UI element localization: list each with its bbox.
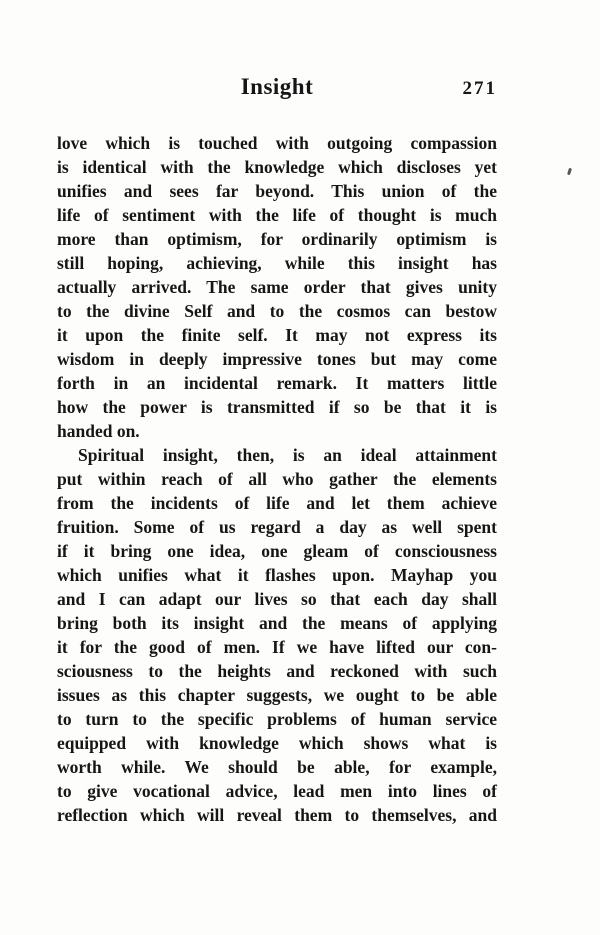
text-line: fruition. Some of us regard a day as well spent	[57, 517, 497, 537]
page-number: 271	[462, 78, 497, 99]
text-line: to the divine Self and to the cosmos can bestow	[57, 301, 497, 321]
text-line: is identical with the knowledge which discloses yet	[57, 157, 497, 177]
body-text	[57, 131, 497, 827]
text-line: reflection which will reveal them to themselves, and	[57, 805, 497, 825]
text-line: life of sentiment with the life of thought is much	[57, 205, 497, 225]
text-line: and I can adapt our lives so that each day shall	[57, 589, 497, 609]
page-header	[57, 74, 497, 104]
text-line: issues as this chapter suggests, we ought to be able	[57, 685, 497, 705]
ink-speck-artifact	[567, 168, 572, 176]
text-line: it for the good of men. If we have lifted our con-	[57, 637, 497, 657]
running-title: Insight	[240, 74, 314, 99]
text-line: if it bring one idea, one gleam of consciousness	[57, 541, 497, 561]
text-line: more than optimism, for ordinarily optimism is	[57, 229, 497, 249]
text-line: worth while. We should be able, for example,	[57, 757, 497, 777]
text-line: bring both its insight and the means of applying	[57, 613, 497, 633]
text-line: how the power is transmitted if so be that it is	[57, 397, 497, 417]
text-line: actually arrived. The same order that gives unity	[57, 277, 497, 297]
text-line: forth in an incidental remark. It matters little	[57, 373, 497, 393]
text-line: which unifies what it flashes upon. Mayhap you	[57, 565, 497, 585]
text-line: put within reach of all who gather the elements	[57, 469, 497, 489]
text-line-paragraph-end: handed on.	[57, 421, 140, 441]
text-line: equipped with knowledge which shows what is	[57, 733, 497, 753]
text-line: wisdom in deeply impressive tones but may come	[57, 349, 497, 369]
text-line: from the incidents of life and let them achieve	[57, 493, 497, 513]
text-line: it upon the finite self. It may not express its	[57, 325, 497, 345]
text-line-paragraph-start: Spiritual insight, then, is an ideal attainment	[78, 445, 497, 465]
text-line: sciousness to the heights and reckoned with such	[57, 661, 497, 681]
text-line: to turn to the specific problems of human service	[57, 709, 497, 729]
text-line: still hoping, achieving, while this insight has	[57, 253, 497, 273]
text-line: unifies and sees far beyond. This union of the	[57, 181, 497, 201]
text-line: to give vocational advice, lead men into lines of	[57, 781, 497, 801]
text-line: love which is touched with outgoing compassion	[57, 133, 497, 153]
